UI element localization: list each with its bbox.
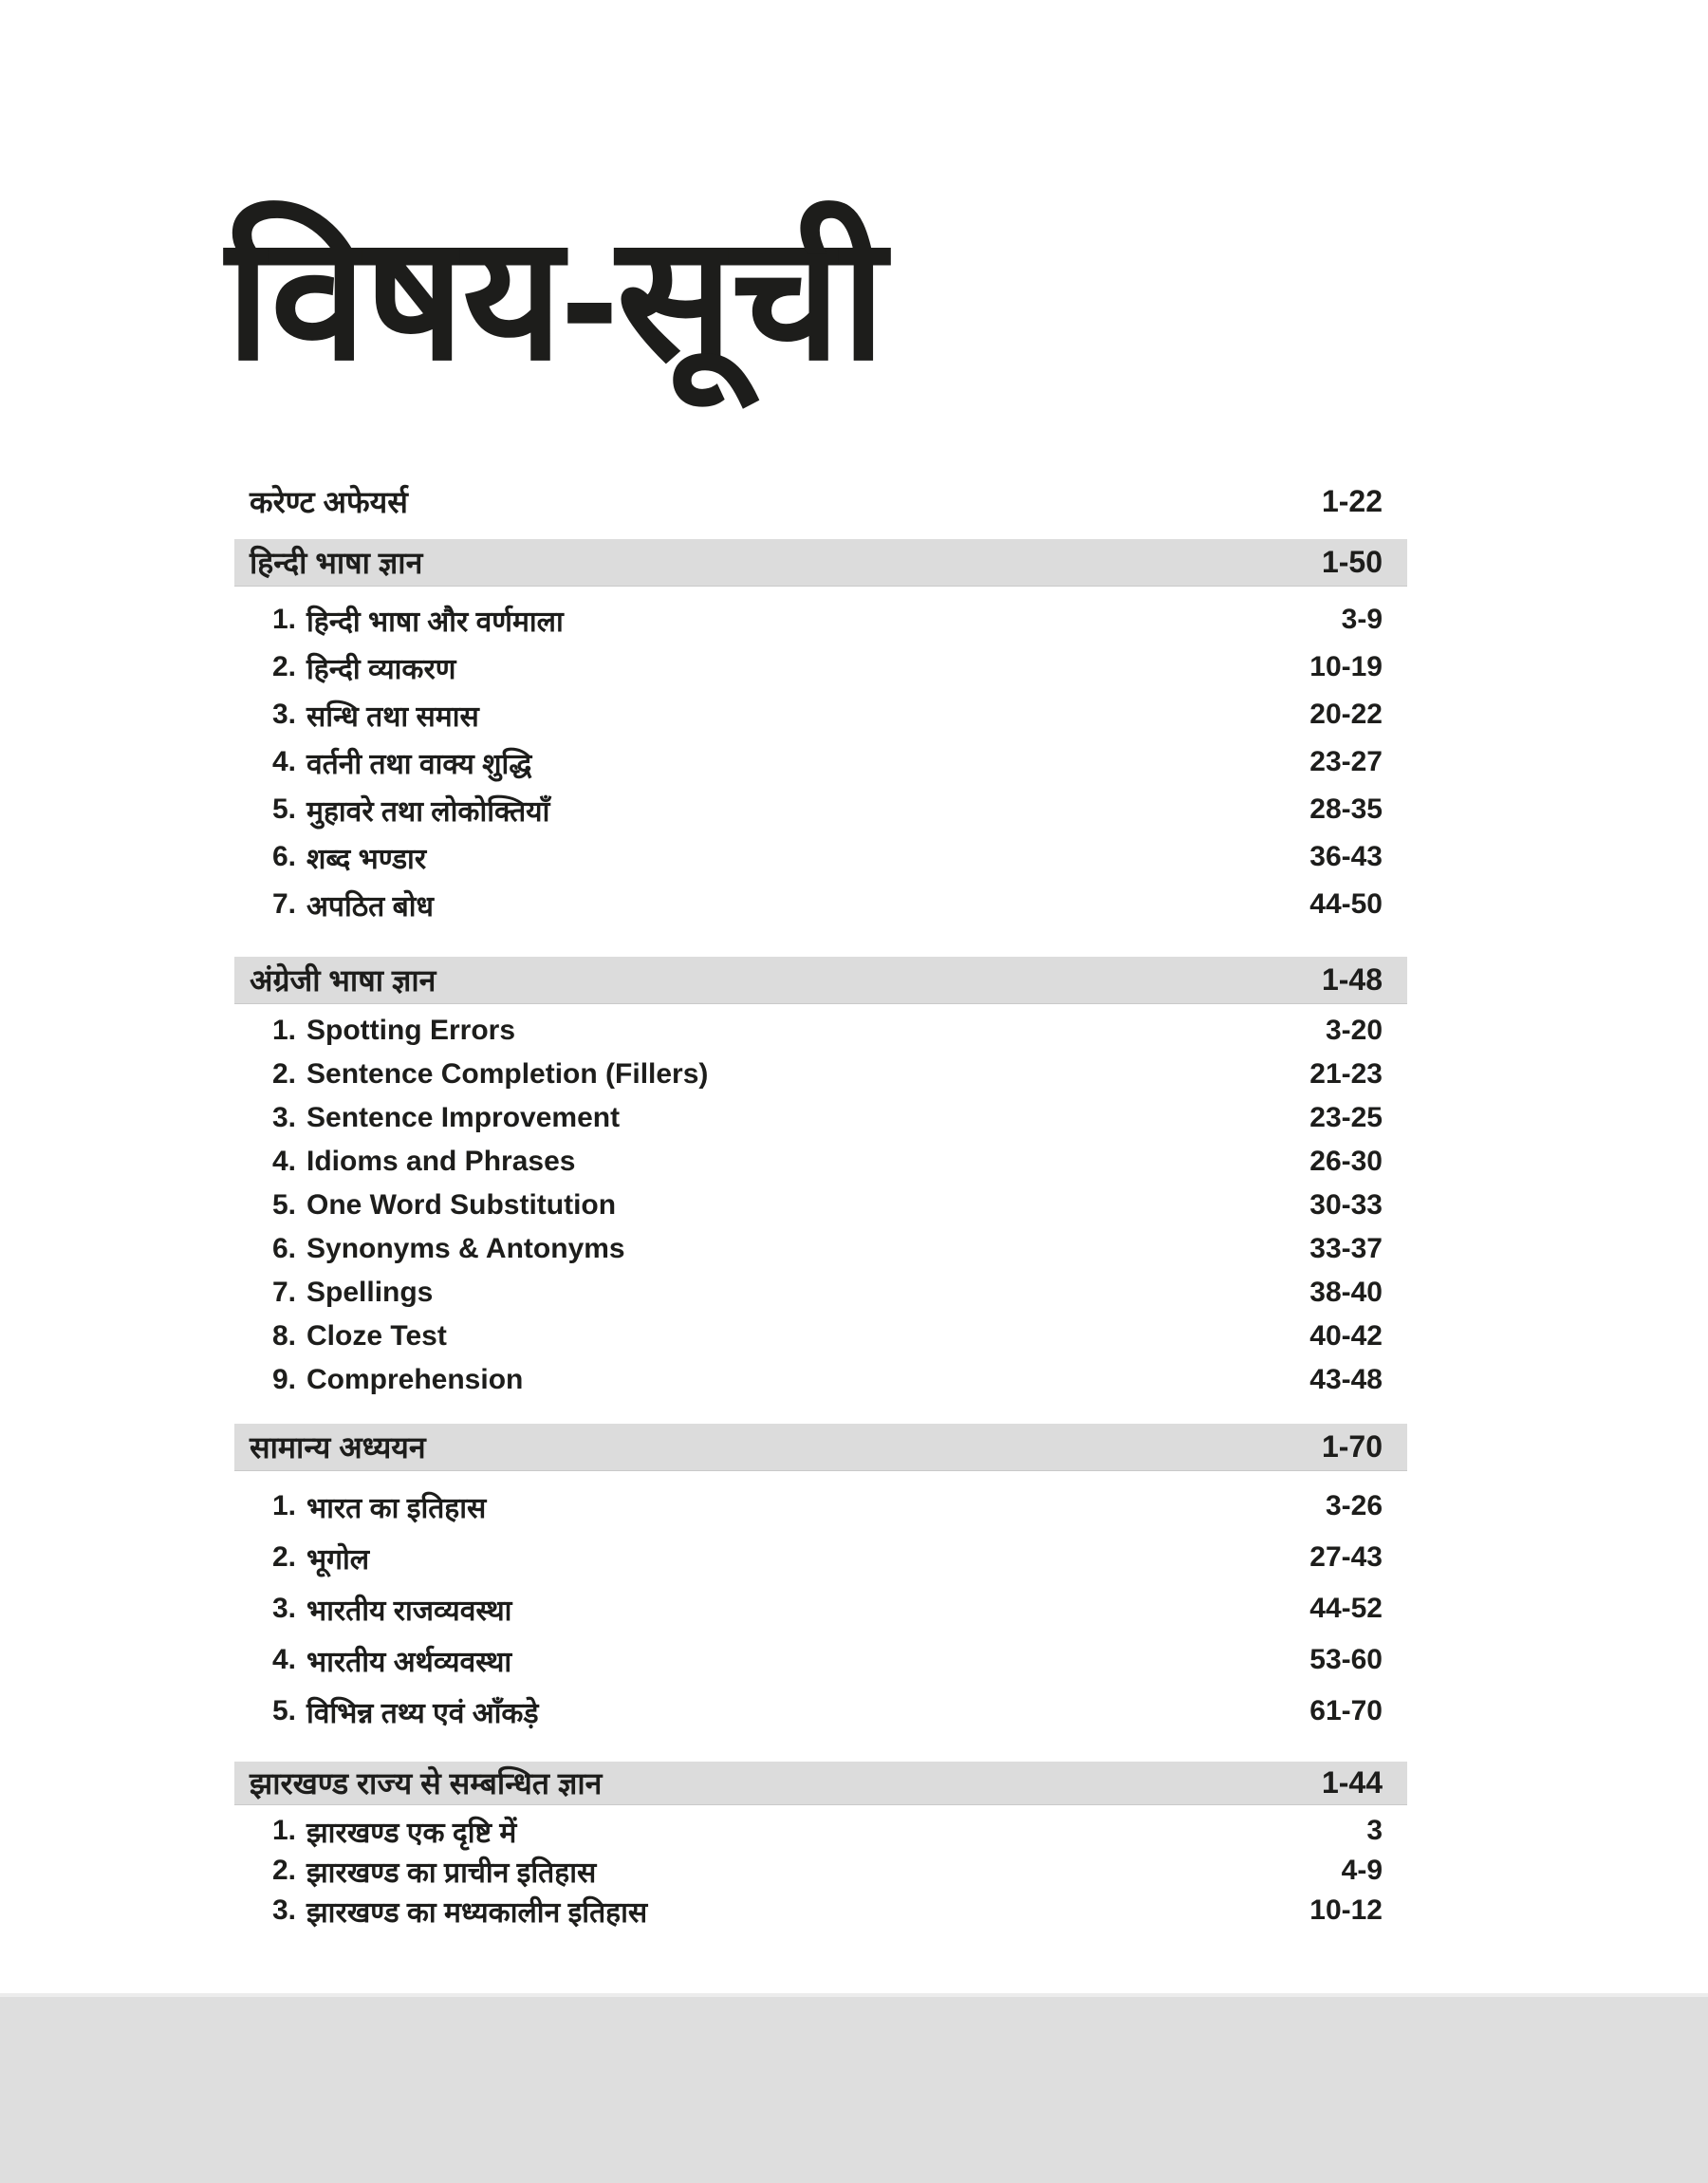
item-pages: 4-9 [1341, 1855, 1383, 1886]
section-band-jharkhand [234, 1762, 1407, 1805]
item-label: Comprehension [306, 1364, 524, 1395]
item-label: Sentence Improvement [306, 1102, 621, 1133]
item-number: 1. [272, 1015, 297, 1046]
toc-item [234, 1053, 1407, 1096]
item-number: 1. [272, 1815, 297, 1846]
toc-item [234, 833, 1407, 881]
item-number: 4. [272, 1146, 297, 1177]
item-number: 5. [272, 1695, 297, 1726]
toc-item [234, 691, 1407, 738]
section-pages: 1-48 [1321, 962, 1383, 997]
toc-item [234, 1891, 1407, 1931]
current-affairs-row [234, 478, 1407, 524]
item-pages: 53-60 [1309, 1644, 1383, 1675]
item-label: One Word Substitution [306, 1189, 617, 1221]
toc-item [234, 1634, 1407, 1686]
item-label: Idioms and Phrases [306, 1146, 576, 1177]
item-label: Cloze Test [306, 1320, 447, 1352]
item-number: 1. [272, 604, 297, 635]
item-number: 7. [272, 1277, 297, 1308]
item-pages: 10-19 [1309, 651, 1383, 682]
toc-item [234, 1811, 1407, 1851]
item-number: 3. [272, 1894, 297, 1926]
item-pages: 30-33 [1309, 1189, 1383, 1221]
section-title: झारखण्ड राज्य से सम्बन्धित ज्ञान [250, 1766, 603, 1801]
toc-item [234, 1227, 1407, 1271]
toc-item [234, 1009, 1407, 1053]
page-title: विषय-सूची [226, 201, 884, 395]
item-number: 3. [272, 699, 297, 730]
item-number: 5. [272, 793, 297, 825]
item-pages: 27-43 [1309, 1541, 1383, 1573]
item-pages: 40-42 [1309, 1320, 1383, 1352]
item-number: 6. [272, 841, 297, 872]
item-label: भारतीय अर्थव्यवस्था [306, 1646, 512, 1678]
item-pages: 23-25 [1309, 1102, 1383, 1133]
item-label: Spotting Errors [306, 1015, 516, 1046]
item-label: झारखण्ड एक दृष्टि में [306, 1817, 517, 1849]
item-number: 2. [272, 1541, 297, 1573]
item-pages: 28-35 [1309, 793, 1383, 825]
toc-item [234, 1096, 1407, 1140]
item-pages: 44-52 [1309, 1593, 1383, 1624]
item-pages: 61-70 [1309, 1695, 1383, 1726]
item-number: 8. [272, 1320, 297, 1352]
toc-item [234, 1481, 1407, 1532]
toc-item [234, 1583, 1407, 1634]
item-number: 9. [272, 1364, 297, 1395]
toc-item [234, 1271, 1407, 1315]
item-pages: 23-27 [1309, 746, 1383, 777]
item-pages: 38-40 [1309, 1277, 1383, 1308]
item-label: हिन्दी भाषा और वर्णमाला [306, 606, 564, 638]
section-title: अंग्रेजी भाषा ज्ञान [250, 963, 436, 998]
item-label: झारखण्ड का प्राचीन इतिहास [306, 1856, 597, 1889]
item-pages: 36-43 [1309, 841, 1383, 872]
item-label: विभिन्न तथ्य एवं आँकड़े [306, 1697, 539, 1729]
item-pages: 3-9 [1341, 604, 1383, 635]
item-pages: 3-26 [1325, 1490, 1383, 1521]
item-label: भारतीय राजव्यवस्था [306, 1595, 512, 1627]
section-items-jharkhand [234, 1811, 1407, 1931]
section-items-general-studies [234, 1481, 1407, 1737]
item-label: झारखण्ड का मध्यकालीन इतिहास [306, 1896, 648, 1929]
item-pages: 33-37 [1309, 1233, 1383, 1264]
item-pages: 10-12 [1309, 1894, 1383, 1926]
item-number: 4. [272, 1644, 297, 1675]
toc-item [234, 1532, 1407, 1583]
section-items-english [234, 1009, 1407, 1402]
section-band-english [234, 957, 1407, 1004]
item-number: 7. [272, 888, 297, 920]
item-number: 3. [272, 1102, 297, 1133]
item-number: 1. [272, 1490, 297, 1521]
toc-item [234, 1315, 1407, 1358]
item-label: Sentence Completion (Fillers) [306, 1058, 709, 1090]
item-label: भारत का इतिहास [306, 1492, 487, 1524]
section-band-general-studies [234, 1424, 1407, 1471]
section-pages: 1-70 [1321, 1429, 1383, 1464]
item-label: मुहावरे तथा लोकोक्तियाँ [306, 795, 550, 828]
item-number: 2. [272, 1855, 297, 1886]
item-pages: 3 [1366, 1815, 1383, 1846]
item-label: सन्धि तथा समास [306, 700, 479, 733]
toc-item [234, 1851, 1407, 1891]
footer-band [0, 1993, 1708, 2183]
item-number: 6. [272, 1233, 297, 1264]
item-pages: 26-30 [1309, 1146, 1383, 1177]
item-label: वर्तनी तथा वाक्य शुद्धि [306, 748, 532, 780]
section-items-hindi [234, 596, 1407, 928]
item-label: शब्द भण्डार [306, 843, 427, 875]
item-number: 3. [272, 1593, 297, 1624]
item-pages: 20-22 [1309, 699, 1383, 730]
item-label: Synonyms & Antonyms [306, 1233, 625, 1264]
section-pages: 1-50 [1321, 545, 1383, 579]
item-label: हिन्दी व्याकरण [306, 653, 456, 685]
toc-item [234, 644, 1407, 691]
item-number: 4. [272, 746, 297, 777]
section-title: हिन्दी भाषा ज्ञान [250, 546, 423, 580]
section-title: सामान्य अध्ययन [250, 1430, 426, 1465]
toc-item [234, 1184, 1407, 1227]
toc-item [234, 786, 1407, 833]
item-pages: 3-20 [1325, 1015, 1383, 1046]
item-label: भूगोल [306, 1543, 370, 1576]
section-band-hindi [234, 539, 1407, 587]
toc-item [234, 596, 1407, 644]
item-pages: 43-48 [1309, 1364, 1383, 1395]
toc-item [234, 738, 1407, 786]
item-label: Spellings [306, 1277, 434, 1308]
item-number: 2. [272, 651, 297, 682]
current-affairs-pages: 1-22 [1321, 483, 1383, 518]
item-label: अपठित बोध [306, 890, 434, 923]
item-number: 2. [272, 1058, 297, 1090]
toc-item [234, 1686, 1407, 1737]
item-number: 5. [272, 1189, 297, 1221]
toc-item [234, 1140, 1407, 1184]
item-pages: 44-50 [1309, 888, 1383, 920]
section-pages: 1-44 [1321, 1765, 1383, 1800]
toc-item [234, 1358, 1407, 1402]
current-affairs-label: करेण्ट अफेयर्स [250, 484, 408, 519]
toc-item [234, 881, 1407, 928]
item-pages: 21-23 [1309, 1058, 1383, 1090]
